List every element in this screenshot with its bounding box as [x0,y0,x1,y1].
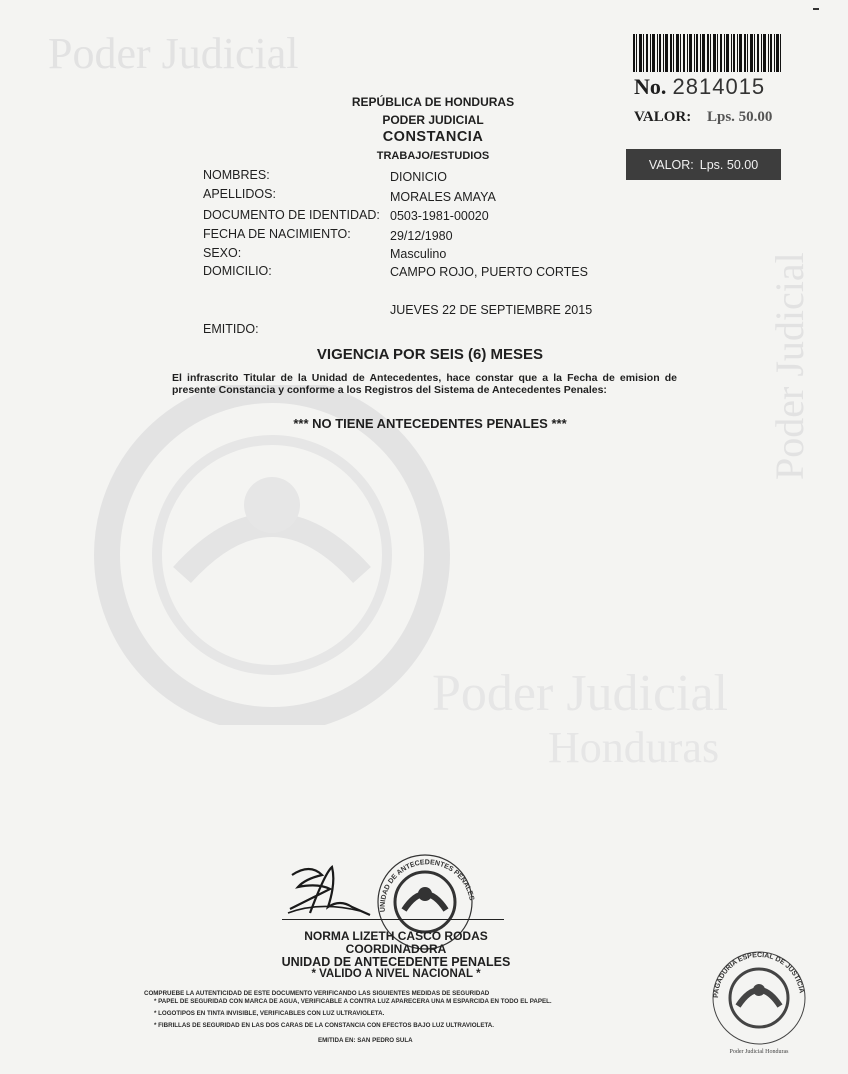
field-label: SEXO: [203,246,242,260]
header-poder-judicial: PODER JUDICIAL [382,113,484,127]
watermark-side: Poder Judicial [767,252,812,480]
seal-text: UNIDAD DE ANTECEDENTES PENALES [379,859,475,913]
issued-date: JUEVES 22 DE SEPTIEMBRE 2015 [390,303,593,317]
field-value: CAMPO ROJO, PUERTO CORTES [390,265,588,279]
watermark-top-left: Poder Judicial [48,29,299,78]
valor-label: VALOR: [634,109,692,125]
serial-number [634,74,765,100]
seal2-caption: Poder Judicial Honduras [729,1049,789,1055]
watermark-middle-2: Honduras [548,723,720,772]
footer-line: * PAPEL DE SEGURIDAD CON MARCA DE AGUA, VERIFICABLE A CONTRA LUZ APARECERA UNA M ESPARCIDA EN TODO EL PAPEL. [154,998,552,1005]
valor-box-amount: Lps. 50.00 [699,157,759,172]
serial-prefix: No. [634,74,667,99]
valor-line [634,109,772,126]
valor-amount: Lps. 50.00 [706,109,773,125]
field-label: DOMICILIO: [203,264,272,278]
serial-value: 2814015 [672,74,766,99]
header-constancia: CONSTANCIA [382,129,484,145]
watermark-emblem-icon [62,385,482,725]
pagaduria-seal-icon [704,938,814,1063]
footer-line: COMPRUEBE LA AUTENTICIDAD DE ESTE DOCUMENTO VERIFICANDO LAS SIGUIENTES MEDIDAS DE SEGURIDAD [144,990,490,997]
header-republic: REPÚBLICA DE HONDURAS [351,95,515,109]
signature-line [282,919,504,920]
footer-line: * LOGOTIPOS EN TINTA INVISIBLE, VERIFICABLES CON LUZ ULTRAVIOLETA. [154,1010,385,1017]
signer-unit: UNIDAD DE ANTECEDENTE PENALES [281,955,511,969]
signer-name: NORMA LIZETH CASCO RODAS [304,929,488,943]
field-value: MORALES AMAYA [390,190,496,204]
certification-text: El infrascrito Titular de la Unidad de Antecedentes, hace constar que a la Fecha de emision de presente Constancia y conforme a los Registros del Sistema de Antecedentes Penales: [172,372,677,396]
barcode-icon [633,34,781,72]
watermark-middle-1: Poder Judicial [432,665,729,722]
header-purpose: TRABAJO/ESTUDIOS [376,150,490,162]
field-value: Masculino [390,247,447,261]
field-value: DIONICIO [390,170,447,184]
field-label: DOCUMENTO DE IDENTIDAD: [203,208,380,222]
corner-mark [813,8,819,10]
result-text: *** NO TIENE ANTECEDENTES PENALES *** [293,416,567,431]
field-value: 29/12/1980 [390,229,453,243]
validity-text: * VALIDO A NIVEL NACIONAL * [311,968,481,980]
field-value: 0503-1981-00020 [390,209,489,223]
signer-role: COORDINADORA [345,942,447,956]
vigencia-title: VIGENCIA POR SEIS (6) MESES [316,346,544,363]
valor-box-label: VALOR: [648,157,694,172]
field-label: NOMBRES: [203,168,270,182]
emitido-label: EMITIDO: [203,322,259,336]
valor-box [626,149,781,180]
field-label: FECHA DE NACIMIENTO: [203,227,351,241]
field-label: APELLIDOS: [203,187,276,201]
footer-line: * FIBRILLAS DE SEGURIDAD EN LAS DOS CARAS DE LA CONSTANCIA CON EFECTOS BAJO LUZ ULTRAVIOLETA. [154,1022,494,1029]
seal2-text: PAGADURIA ESPECIAL DE JUSTICIA [712,951,805,999]
footer-issued-place: EMITIDA EN: SAN PEDRO SULA [318,1037,413,1044]
